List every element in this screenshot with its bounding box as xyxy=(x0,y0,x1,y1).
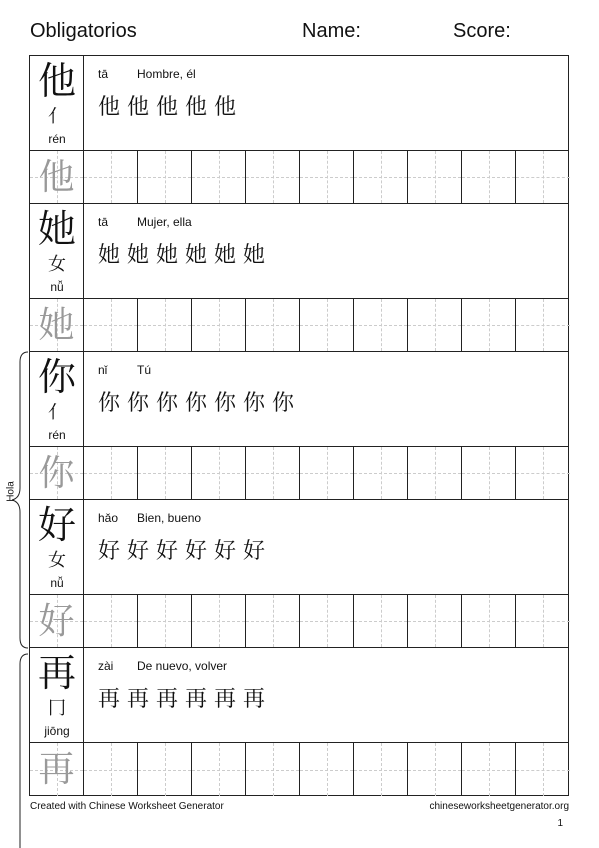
pinyin: zài xyxy=(98,659,114,673)
trace-character: 好 xyxy=(38,601,75,642)
practice-cell xyxy=(84,743,138,796)
practice-cell xyxy=(354,151,408,203)
stroke-step: 你 xyxy=(214,391,239,416)
stroke-step: 他 xyxy=(156,95,181,120)
group-label: Hola xyxy=(5,481,17,502)
pinyin: hǎo xyxy=(98,511,119,525)
practice-row xyxy=(30,743,568,796)
stroke-step: 你 xyxy=(185,391,210,416)
stroke-step: 你 xyxy=(156,391,181,416)
practice-cell xyxy=(192,447,246,499)
practice-cell xyxy=(462,743,516,796)
score-label: Score: xyxy=(453,20,511,42)
meaning: Mujer, ella xyxy=(137,215,192,229)
practice-cell xyxy=(516,151,570,203)
stroke-step: 好 xyxy=(214,539,239,564)
stroke-step: 她 xyxy=(185,243,210,268)
stroke-step: 好 xyxy=(127,539,152,564)
practice-cell xyxy=(354,447,408,499)
practice-cell xyxy=(408,299,462,351)
main-character: 她 xyxy=(37,207,76,251)
pinyin: nǐ xyxy=(98,363,108,377)
meaning: Hombre, él xyxy=(137,67,196,81)
practice-cell xyxy=(246,743,300,796)
practice-cell xyxy=(84,447,138,499)
practice-cell xyxy=(516,743,570,796)
practice-cell xyxy=(246,447,300,499)
practice-cell xyxy=(300,743,354,796)
trace-cell xyxy=(30,447,84,499)
trace-cell xyxy=(30,151,84,203)
radical-pinyin: nǚ xyxy=(50,280,64,294)
practice-cell xyxy=(300,151,354,203)
radical: 亻 xyxy=(48,402,66,423)
practice-cell xyxy=(246,595,300,647)
page-number: 1 xyxy=(557,818,563,829)
practice-cell xyxy=(84,595,138,647)
stroke-step: 她 xyxy=(156,243,181,268)
pinyin: tā xyxy=(98,215,109,229)
character-info-row xyxy=(30,352,568,447)
main-character-cell xyxy=(30,648,84,742)
practice-cell xyxy=(354,299,408,351)
stroke-step: 你 xyxy=(243,391,268,416)
meaning: Tú xyxy=(137,363,152,377)
practice-cell xyxy=(192,151,246,203)
pinyin: tā xyxy=(98,67,109,81)
main-character-cell xyxy=(30,56,84,150)
footer-credit: Created with Chinese Worksheet Generator xyxy=(30,801,224,812)
stroke-step: 好 xyxy=(156,539,181,564)
meaning: Bien, bueno xyxy=(137,511,202,525)
main-character: 你 xyxy=(37,355,76,399)
stroke-order xyxy=(98,238,272,269)
radical: 冂 xyxy=(48,698,66,719)
stroke-step: 她 xyxy=(98,243,123,268)
practice-cell xyxy=(408,447,462,499)
practice-cell xyxy=(138,743,192,796)
footer-url: chineseworksheetgenerator.org xyxy=(429,801,569,812)
stroke-step: 她 xyxy=(214,243,239,268)
practice-cell xyxy=(192,299,246,351)
trace-character: 你 xyxy=(38,453,75,494)
stroke-step: 再 xyxy=(185,687,210,712)
practice-cell xyxy=(246,299,300,351)
stroke-order xyxy=(98,682,272,713)
main-character: 他 xyxy=(37,59,76,103)
stroke-step: 你 xyxy=(127,391,152,416)
practice-cell xyxy=(84,151,138,203)
stroke-step: 你 xyxy=(98,391,123,416)
practice-cell xyxy=(84,299,138,351)
practice-cell xyxy=(462,447,516,499)
stroke-step: 再 xyxy=(127,687,152,712)
character-info-row xyxy=(30,204,568,299)
practice-cell xyxy=(462,151,516,203)
worksheet-title: Obligatorios xyxy=(30,20,137,42)
main-character: 好 xyxy=(37,503,76,547)
stroke-step: 他 xyxy=(214,95,239,120)
practice-cell xyxy=(138,299,192,351)
practice-cell xyxy=(462,595,516,647)
practice-cell xyxy=(516,447,570,499)
stroke-step: 再 xyxy=(214,687,239,712)
meaning: De nuevo, volver xyxy=(137,659,228,673)
radical-pinyin: rén xyxy=(48,132,66,146)
practice-cell xyxy=(138,151,192,203)
radical-pinyin: rén xyxy=(48,428,66,442)
practice-row xyxy=(30,299,568,352)
radical: 亻 xyxy=(48,106,66,127)
stroke-step: 好 xyxy=(243,539,268,564)
trace-cell xyxy=(30,595,84,647)
main-character-cell xyxy=(30,204,84,298)
practice-cell xyxy=(516,299,570,351)
stroke-step: 他 xyxy=(185,95,210,120)
main-character-cell xyxy=(30,500,84,594)
practice-cell xyxy=(300,299,354,351)
practice-cell xyxy=(246,151,300,203)
stroke-step: 再 xyxy=(243,687,268,712)
stroke-step: 她 xyxy=(243,243,268,268)
stroke-step: 他 xyxy=(127,95,152,120)
group-brace-2 xyxy=(6,652,30,848)
practice-cell xyxy=(300,447,354,499)
radical: 女 xyxy=(48,550,66,571)
practice-row xyxy=(30,595,568,648)
trace-cell xyxy=(30,743,84,796)
name-label: Name: xyxy=(302,20,361,42)
radical-pinyin: jiōng xyxy=(44,724,70,738)
stroke-order xyxy=(98,534,272,565)
practice-cell xyxy=(138,447,192,499)
stroke-order xyxy=(98,386,301,417)
practice-cell xyxy=(192,595,246,647)
trace-character: 再 xyxy=(38,749,75,790)
practice-cell xyxy=(300,595,354,647)
trace-character: 她 xyxy=(38,305,75,346)
stroke-order xyxy=(98,90,243,121)
trace-character: 他 xyxy=(38,157,75,198)
practice-row xyxy=(30,447,568,500)
worksheet-grid xyxy=(29,55,569,796)
stroke-step: 好 xyxy=(185,539,210,564)
stroke-step: 他 xyxy=(98,95,123,120)
radical-pinyin: nǚ xyxy=(50,576,64,590)
practice-cell xyxy=(354,743,408,796)
practice-cell xyxy=(516,595,570,647)
stroke-step: 好 xyxy=(98,539,123,564)
practice-cell xyxy=(192,743,246,796)
stroke-step: 她 xyxy=(127,243,152,268)
character-info-row xyxy=(30,56,568,151)
main-character-cell xyxy=(30,352,84,446)
practice-cell xyxy=(462,299,516,351)
practice-cell xyxy=(354,595,408,647)
trace-cell xyxy=(30,299,84,351)
practice-cell xyxy=(408,743,462,796)
stroke-step: 再 xyxy=(156,687,181,712)
stroke-step: 再 xyxy=(98,687,123,712)
character-info-row xyxy=(30,500,568,595)
main-character: 再 xyxy=(37,651,76,695)
practice-cell xyxy=(408,595,462,647)
practice-cell xyxy=(138,595,192,647)
radical: 女 xyxy=(48,254,66,275)
practice-cell xyxy=(408,151,462,203)
stroke-step: 你 xyxy=(272,391,297,416)
character-info-row xyxy=(30,648,568,743)
practice-row xyxy=(30,151,568,204)
